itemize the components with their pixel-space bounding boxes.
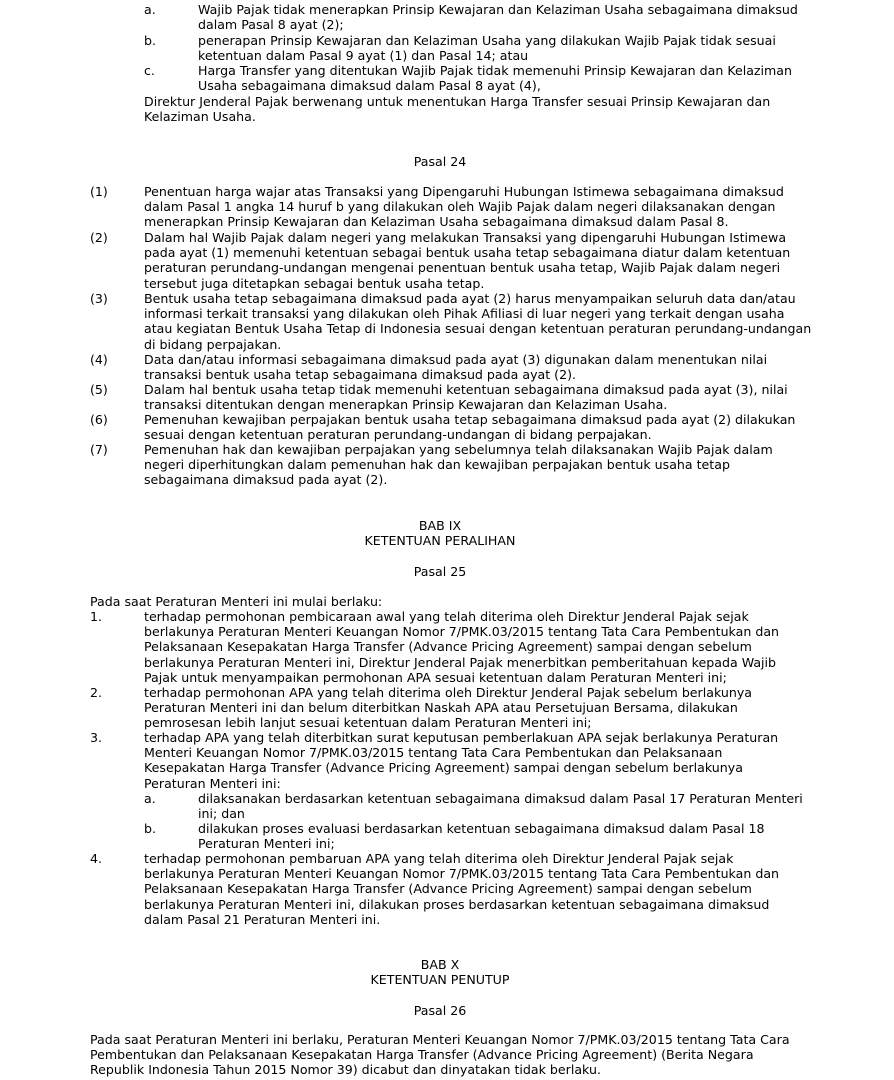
item-marker: 1. <box>90 609 103 624</box>
item-text: Data dan/atau informasi sebagaimana dimaksud pada ayat (3) digunakan dalam menentukan nilai transaksi bentuk usaha tetap sebagaimana dimaksud pada ayat (2). <box>144 352 768 383</box>
item-marker: 2. <box>90 685 103 700</box>
item-marker: (5) <box>90 382 108 397</box>
pasal-26-text: Pada saat Peraturan Menteri ini berlaku, Peraturan Menteri Keuangan Nomor 7/PMK.03/2015 tentang Tata Cara Pembentukan dan Pelaksanaan Kesepakatan Harga Transfer (Advance Pricing Agreement) (Berita Negara Republik Indonesia Tahun 2015 Nomor 39) dicabut dan dinyatakan tidak berlaku. <box>90 1032 790 1078</box>
item-text: Dalam hal bentuk usaha tetap tidak memenuhi ketentuan sebagaimana dimaksud pada ayat (3), nilai transaksi ditentukan dengan menerapkan Prinsip Kewajaran dan Kelaziman Usaha. <box>144 382 788 413</box>
pasal-24-title: Pasal 24 <box>413 154 467 169</box>
item-marker: (3) <box>90 291 108 306</box>
item-marker: (6) <box>90 412 108 427</box>
item-marker: (2) <box>90 230 108 245</box>
item-text: Bentuk usaha tetap sebagaimana dimaksud pada ayat (2) harus menyampaikan seluruh data dan/atau informasi terkait transaksi yang dilakukan oleh Pihak Afiliasi di luar negeri yang terkait dengan usaha atau kegiatan Bentuk Usaha Tetap di Indonesia sesuai dengan ketentuan peraturan perundang-undangan di bidang perpajakan. <box>144 291 812 352</box>
subitem-marker: b. <box>144 821 156 836</box>
list-text: penerapan Prinsip Kewajaran dan Kelaziman Usaha yang dilakukan Wajib Pajak tidak sesuai ketentuan dalam Pasal 9 ayat (1) dan Pasal 14; atau <box>198 33 776 64</box>
item-text: Penentuan harga wajar atas Transaksi yang Dipengaruhi Hubungan Istimewa sebagaimana dimaksud dalam Pasal 1 angka 14 huruf b yang dilakukan oleh Wajib Pajak dalam negeri dilaksanakan dengan menerapkan Prinsip Kewajaran dan Kelaziman Usaha sebagaimana dimaksud dalam Pasal 8. <box>144 184 784 230</box>
list-marker: b. <box>144 33 156 48</box>
bab-x-heading: BAB X <box>420 957 460 972</box>
item-text: Pemenuhan kewajiban perpajakan bentuk usaha tetap sebagaimana dimaksud pada ayat (2) dilakukan sesuai dengan ketentuan peraturan perundang-undangan di bidang perpajakan. <box>144 412 796 443</box>
item-text: terhadap permohonan pembaruan APA yang telah diterima oleh Direktur Jenderal Pajak sejak berlakunya Peraturan Menteri Keuangan Nomor 7/PMK.03/2015 tentang Tata Cara Pembentukan dan Pelaksanaan Kesepakatan Harga Transfer (Advance Pricing Agreement) sampai dengan sebelum berlakunya Peraturan Menteri ini, dilakukan proses berdasarkan ketentuan sebagaimana dimaksud dalam Pasal 21 Peraturan Menteri ini. <box>144 851 780 927</box>
item-marker: (4) <box>90 352 108 367</box>
subitem-marker: a. <box>144 791 156 806</box>
list-text: Harga Transfer yang ditentukan Wajib Pajak tidak memenuhi Prinsip Kewajaran dan Kelaziman Usaha sebagaimana dimaksud dalam Pasal 8 ayat (4), <box>198 63 792 94</box>
bab-ix-heading: BAB IX <box>418 518 462 533</box>
item-text: Dalam hal Wajib Pajak dalam negeri yang melakukan Transaksi yang dipengaruhi Hubungan Istimewa pada ayat (1) memenuhi ketentuan sebagai bentuk usaha tetap sebagaimana diatur dalam ketentuan peraturan perundang-undangan mengenai penentuan bentuk usaha tetap, Wajib Pajak dalam negeri tersebut juga ditetapkan sebagai bentuk usaha tetap. <box>144 230 791 291</box>
item-marker: 3. <box>90 730 103 745</box>
item-marker: (1) <box>90 184 108 199</box>
pasal-25-intro: Pada saat Peraturan Menteri ini mulai berlaku: <box>90 594 383 609</box>
pasal-26-title: Pasal 26 <box>413 1003 467 1018</box>
list-marker: c. <box>144 63 155 78</box>
item-marker: 4. <box>90 851 103 866</box>
subitem-text: dilaksanakan berdasarkan ketentuan sebagaimana dimaksud dalam Pasal 17 Peraturan Menteri ini; dan <box>198 791 803 822</box>
subitem-text: dilakukan proses evaluasi berdasarkan ketentuan sebagaimana dimaksud dalam Pasal 18 Peraturan Menteri ini; <box>198 821 765 852</box>
item-text: terhadap APA yang telah diterbitkan surat keputusan pemberlakuan APA sejak berlakunya Peraturan Menteri Keuangan Nomor 7/PMK.03/2015 tentang Tata Cara Pembentukan dan Pelaksanaan Kesepakatan Harga Transfer (Advance Pricing Agreement) sampai dengan sebelum berlakunya Peraturan Menteri ini: <box>144 730 779 791</box>
item-marker: (7) <box>90 442 108 457</box>
closing-paragraph: Direktur Jenderal Pajak berwenang untuk menentukan Harga Transfer sesuai Prinsip Kewajaran dan Kelaziman Usaha. <box>144 94 771 125</box>
item-text: Pemenuhan hak dan kewajiban perpajakan yang sebelumnya telah dilaksanakan Wajib Pajak dalam negeri diperhitungkan dalam pemenuhan hak dan kewajiban perpajakan bentuk usaha tetap sebagaimana dimaksud pada ayat (2). <box>144 442 773 488</box>
bab-x-title: KETENTUAN PENUTUP <box>370 972 510 987</box>
item-text: terhadap permohonan pembicaraan awal yang telah diterima oleh Direktur Jenderal Pajak sejak berlakunya Peraturan Menteri Keuangan Nomor 7/PMK.03/2015 tentang Tata Cara Pembentukan dan Pelaksanaan Kesepakatan Harga Transfer (Advance Pricing Agreement) sampai dengan sebelum berlakunya Peraturan Menteri ini, Direktur Jenderal Pajak menerbitkan pemberitahuan kepada Wajib Pajak untuk menyampaikan permohonan APA sesuai ketentuan dalam Peraturan Menteri ini; <box>144 609 780 685</box>
item-text: terhadap permohonan APA yang telah diterima oleh Direktur Jenderal Pajak sebelum berlakunya Peraturan Menteri ini dan belum diterbitkan Naskah APA atau Persetujuan Bersama, dilakukan pemrosesan lebih lanjut sesuai ketentuan dalam Peraturan Menteri ini; <box>144 685 752 731</box>
list-marker: a. <box>144 2 156 17</box>
pasal-25-title: Pasal 25 <box>413 564 467 579</box>
bab-ix-title: KETENTUAN PERALIHAN <box>364 533 516 548</box>
list-text: Wajib Pajak tidak menerapkan Prinsip Kewajaran dan Kelaziman Usaha sebagaimana dimaksud dalam Pasal 8 ayat (2); <box>198 2 798 33</box>
